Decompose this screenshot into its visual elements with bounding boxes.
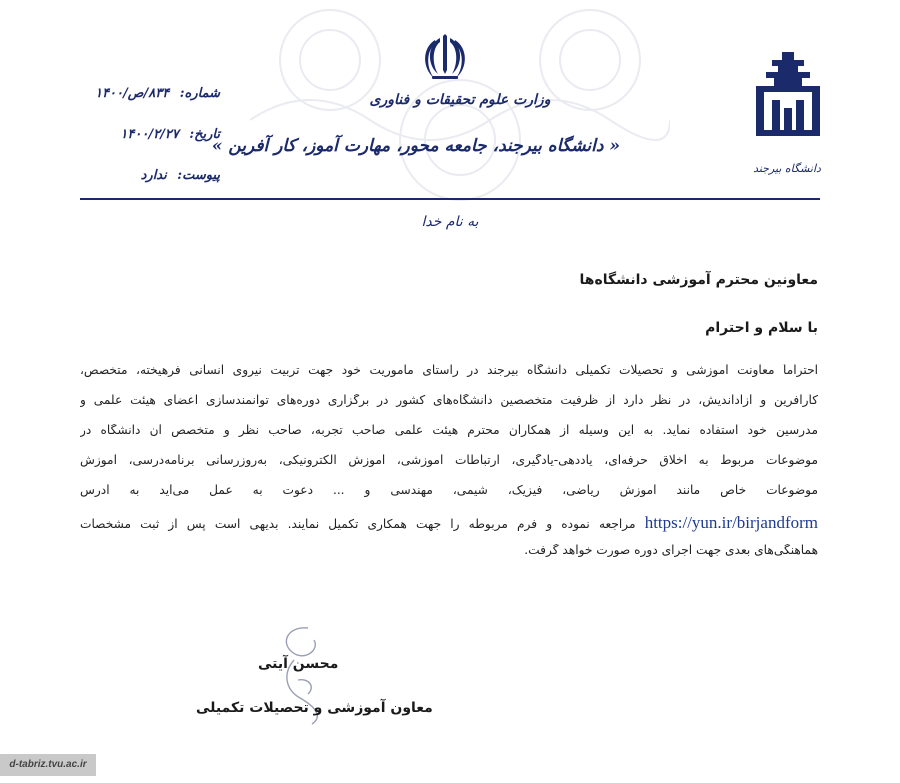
body-line: کارآفرین و آزاداندیش، در نظر دارد از ظرفیت متخصصین دانشگاه‌های کشور در برگزاری دوره‌های توانمندسازی اعضای هیئت علمی و (80, 394, 818, 407)
meta-value: ۱۴۰۰/۲/۲۷ (120, 127, 179, 142)
body-line: احتراماً معاونت آموزشی و تحصیلات تکمیلی دانشگاه بیرجند در راستای مأموریت خود جهت تربیت نیروی انسانی فرهیخته، متخصص، (80, 364, 818, 377)
form-link[interactable]: https://yun.ir/birjandform (644, 514, 818, 532)
body-line: موضوعات مربوط به اخلاق حرفه‌ای، یاددهی-یادگیری، ارتباطات آموزشی، آموزش الکترونیکی، به‌روزرسانی برنامه‌درسی، آموزش (80, 454, 818, 467)
signatory-title: معاون آموزشی و تحصیلات تکمیلی (196, 700, 433, 716)
greeting: با سلام و احترام (705, 320, 818, 336)
meta-label: شماره: (179, 86, 220, 101)
body-line: هماهنگی‌های بعدی جهت اجرای دوره صورت خواهد گرفت. (524, 544, 818, 557)
meta-value: ۸۳۴/ص/۱۴۰۰ (95, 86, 170, 101)
meta-label: تاریخ: (189, 127, 220, 142)
logo-caption: دانشگاه بیرجند (753, 162, 821, 175)
letter-number (80, 86, 220, 127)
source-watermark: d-tabriz.tvu.ac.ir (0, 754, 96, 776)
addressee: معاونین محترم آموزشی دانشگاه‌ها (579, 272, 818, 288)
letter-date (80, 127, 220, 168)
letter-attachment (80, 168, 220, 209)
header-divider (80, 198, 820, 200)
body-line-text: مراجعه نموده و فرم مربوطه را جهت همکاری تکمیل نمایند. بدیهی است پس از ثبت مشخصات (80, 517, 636, 531)
meta-label: پیوست: (177, 168, 220, 183)
national-emblem-icon (418, 30, 472, 84)
meta-value: ندارد (140, 168, 167, 183)
letter-meta (80, 86, 220, 209)
body-line: مدرسین خود استفاده نماید. به این وسیله از همکاران محترم هیئت علمی صاحب تجربه، صاحب نظر و متخصص آن دانشگاه در (80, 424, 818, 437)
bismillah: به نام خدا (421, 214, 479, 230)
body-line (80, 514, 818, 544)
letter-body (80, 364, 818, 574)
signatory-name: محسن آیتی (258, 656, 339, 672)
university-slogan: « دانشگاه بیرجند، جامعه محور، مهارت آموز، کار آفرین » (211, 136, 620, 156)
ministry-name: وزارت علوم تحقیقات و فناوری (369, 92, 551, 108)
university-logo-icon (752, 52, 824, 144)
body-line: موضوعات خاص مانند آموزش ریاضی، فیزیک، شیمی، مهندسی و ... دعوت به عمل می‌آید به آدرس (80, 484, 818, 497)
